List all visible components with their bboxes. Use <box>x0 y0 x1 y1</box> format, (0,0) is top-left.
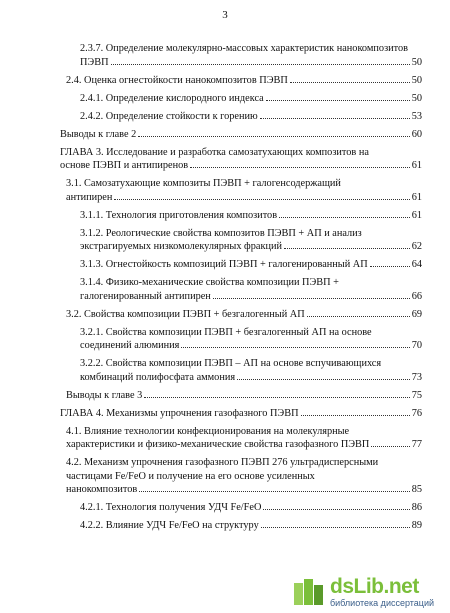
toc-entry-lastline <box>80 339 422 353</box>
toc-entry-lastline <box>66 483 422 497</box>
toc-dot-leader <box>307 316 410 317</box>
toc-entry-title: экстрагируемых низкомолекулярных фракций <box>80 241 282 252</box>
toc-entry <box>60 128 422 142</box>
toc-entry-lastline <box>66 389 422 403</box>
toc-entry-line: 3.2.1. Свойства композиции ПЭВП + безгалогенный АП на основе <box>80 326 372 338</box>
toc-page-number: 61 <box>411 191 422 203</box>
toc-entry-title: антипирен <box>66 191 113 203</box>
toc-entry-line: 3.1. Самозатухающие композиты ПЭВП + галогенсодержащий <box>66 178 341 189</box>
toc-entry-lastline <box>66 308 422 322</box>
watermark <box>292 577 442 609</box>
toc-entry-line: 3.1.2. Реологические свойства композитов ПЭВП + АП и анализ <box>80 227 362 239</box>
toc-entry <box>60 42 422 69</box>
toc-entry-lastline <box>60 159 422 173</box>
toc-entry-title: комбинаций полифосфата аммония <box>80 371 236 383</box>
toc-page-number: 85 <box>411 484 422 495</box>
toc-entry-line: ГЛАВА 3. Исследование и разработка самозатухающих композитов на <box>60 146 369 158</box>
toc-entry-lastline <box>80 501 422 515</box>
toc-page-number: 62 <box>411 241 422 252</box>
toc-page-number: 77 <box>411 439 422 450</box>
toc-entry-lastline <box>66 191 422 205</box>
toc-page-number: 89 <box>411 520 422 531</box>
toc-entry <box>60 357 422 384</box>
toc-page-number: 60 <box>411 128 422 140</box>
toc-entry-lastline <box>60 128 422 142</box>
toc-entry <box>60 177 422 204</box>
toc-page-number: 53 <box>411 110 422 122</box>
toc-page-number: 50 <box>411 92 422 104</box>
toc-entry <box>60 389 422 403</box>
toc-entry-title: 4.2.2. Влияние УДЧ Fe/FeO на структуру <box>80 520 259 531</box>
toc-entry <box>60 92 422 106</box>
toc-page-number: 66 <box>411 290 422 302</box>
toc-page-number: 75 <box>411 389 422 401</box>
toc-entry-lastline <box>80 110 422 124</box>
toc-entry-title: ПЭВП <box>80 56 109 68</box>
toc-entry-title: Выводы к главе 2 <box>60 128 137 140</box>
toc-entry <box>60 407 422 421</box>
toc-dot-leader <box>181 347 409 348</box>
toc-dot-leader <box>266 100 410 101</box>
toc-entry-line: 4.2. Механизм упрочнения газофазного ПЭВП 276 ультрадисперсными <box>66 457 379 468</box>
toc-dot-leader <box>261 527 410 528</box>
toc-dot-leader <box>279 217 410 218</box>
toc-entry <box>60 74 422 88</box>
toc-page-number: 73 <box>411 371 422 383</box>
toc-dot-leader <box>263 509 409 510</box>
toc-page-number: 70 <box>411 340 422 351</box>
toc-entry-lastline <box>60 407 422 421</box>
toc-entry <box>60 501 422 515</box>
toc-entry-title: 3.1.3. Огнестойкость композиций ПЭВП + галогенированный АП <box>80 259 368 270</box>
toc-page-number: 61 <box>411 160 422 171</box>
toc-entry-line: 2.3.7. Определение молекулярно-массовых характеристик нанокомпозитов <box>80 43 409 54</box>
toc-dot-leader <box>370 266 410 267</box>
toc-entry <box>60 146 422 173</box>
toc-page-number: 69 <box>411 308 422 320</box>
toc-entry-title: 4.2.1. Технология получения УДЧ Fe/FeO <box>80 502 262 513</box>
toc-entry-title: 2.4.2. Определение стойкости к горению <box>80 110 258 122</box>
toc-entry-title: основе ПЭВП и антипиренов <box>60 160 189 171</box>
toc-entry <box>60 110 422 124</box>
toc-entry-title: Выводы к главе 3 <box>66 389 143 401</box>
toc-page-number: 50 <box>411 56 422 68</box>
toc-entry-line: 4.1. Влияние технологии конфекционирования на молекулярные <box>66 425 350 437</box>
toc-dot-leader <box>139 491 409 492</box>
toc-entry <box>60 425 422 452</box>
toc-entry-lastline <box>80 258 422 272</box>
toc-dot-leader <box>138 136 409 137</box>
toc-entry-lastline <box>66 438 422 452</box>
toc-entry-lastline <box>80 519 422 533</box>
toc-entry-title: 3.1.1. Технология приготовления композитов <box>80 209 278 221</box>
watermark-brand: dsLib.net <box>330 575 419 598</box>
toc-page-number: 86 <box>411 502 422 513</box>
toc-entry-title: нанокомпозитов <box>66 484 138 495</box>
toc-entry-title: соединений алюминия <box>80 340 180 351</box>
toc-entry-title: 2.4.1. Определение кислородного индекса <box>80 92 264 104</box>
toc-entry-line: частицами Fe/FeO и получение на его основе усиленных <box>66 470 315 482</box>
toc-dot-leader <box>284 248 410 249</box>
toc-entry-title: 2.4. Оценка огнестойкости нанокомпозитов ПЭВП <box>66 74 288 86</box>
dslib-logo-icon <box>292 577 326 607</box>
toc-entry-line: 3.1.4. Физико-механические свойства композиции ПЭВП + <box>80 277 339 288</box>
toc-entry <box>60 227 422 254</box>
toc-entry-lastline <box>80 240 422 254</box>
toc-entry-lastline <box>80 290 422 304</box>
toc-dot-leader <box>213 298 410 299</box>
toc-page-number: 64 <box>411 259 422 270</box>
toc-entry <box>60 456 422 497</box>
toc-entry-title: 3.2. Свойства композиции ПЭВП + безгалогенный АП <box>66 308 305 320</box>
toc-entry-lastline <box>66 74 422 88</box>
toc-entry-lastline <box>80 209 422 223</box>
toc-dot-leader <box>114 199 409 200</box>
toc-dot-leader <box>237 379 410 380</box>
toc-page-number: 61 <box>411 209 422 221</box>
toc-entry-lastline <box>80 371 422 385</box>
toc-dot-leader <box>290 82 410 83</box>
toc-entry-lastline <box>80 92 422 106</box>
toc-dot-leader <box>111 64 410 65</box>
toc-page-number: 50 <box>411 74 422 86</box>
toc-entry-title: ГЛАВА 4. Механизмы упрочнения газофазного ПЭВП <box>60 407 299 419</box>
toc-entry-title: характеристики и физико-механические свойства газофазного ПЭВП <box>66 439 370 450</box>
toc-entry <box>60 258 422 272</box>
toc-entry <box>60 519 422 533</box>
toc-entry-line: 3.2.2. Свойства композиции ПЭВП – АП на основе вспучивающихся <box>80 358 382 369</box>
toc-dot-leader <box>190 167 410 168</box>
toc-entry <box>60 209 422 223</box>
toc-dot-leader <box>301 415 410 416</box>
toc-entry-lastline <box>80 56 422 70</box>
toc-entry <box>60 276 422 303</box>
toc-dot-leader <box>371 446 409 447</box>
table-of-contents <box>60 42 422 537</box>
toc-page-number: 76 <box>411 407 422 419</box>
toc-dot-leader <box>144 397 409 398</box>
toc-entry <box>60 326 422 353</box>
toc-dot-leader <box>260 118 410 119</box>
page-number: 3 <box>222 9 228 21</box>
watermark-subtitle: библиотека диссертаций <box>330 598 435 608</box>
toc-entry <box>60 308 422 322</box>
toc-entry-title: галогенированный антипирен <box>80 290 211 302</box>
